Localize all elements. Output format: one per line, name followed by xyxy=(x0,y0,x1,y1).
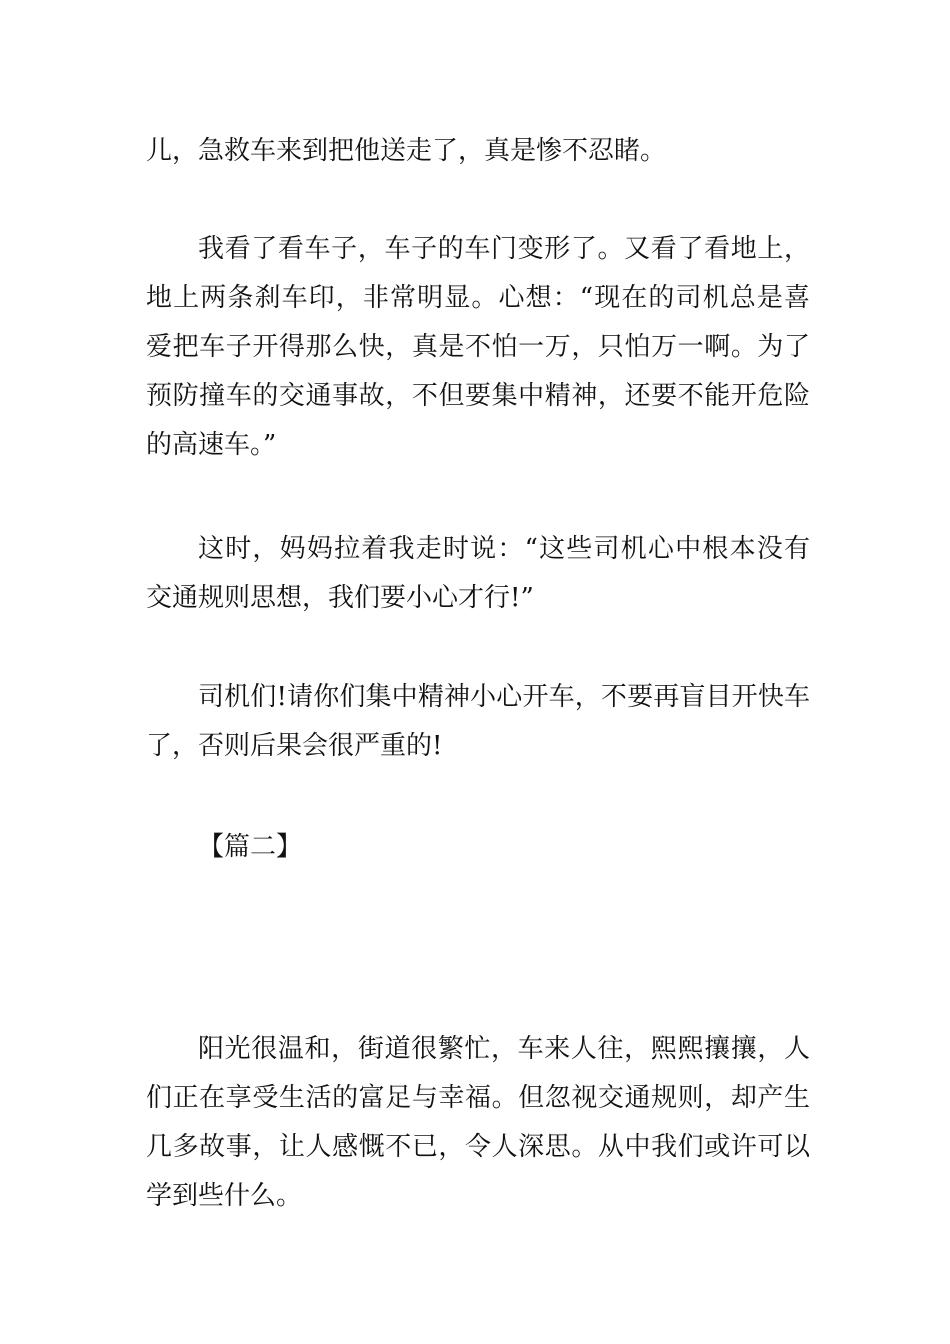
paragraph-5-line-3: 学到些什么。 xyxy=(146,1181,303,1211)
paragraph-5-line-0: 阳光很温和，街道很繁忙，车来人往，熙熙攘攘，人 xyxy=(198,1034,810,1064)
paragraph-0-line-0: 儿，急救车来到把他送走了，真是惨不忍睹。 xyxy=(146,136,667,166)
paragraph-3-line-0: 司机们!请你们集中精神小心开车，不要再盲目开快车 xyxy=(198,682,810,712)
paragraph-2-line-1: 交通规则思想，我们要小心才行!” xyxy=(146,583,534,613)
paragraph-1-line-4: 的高速车。” xyxy=(146,430,277,460)
paragraph-1-line-0: 我看了看车子，车子的车门变形了。又看了看地上， xyxy=(198,234,810,264)
paragraph-5-line-2: 几多故事，让人感慨不已，令人深思。从中我们或许可以 xyxy=(146,1132,810,1162)
paragraph-1-line-3: 预防撞车的交通事故，不但要集中精神，还要不能开危险 xyxy=(146,381,810,411)
paragraph-5-line-1: 们正在享受生活的富足与幸福。但忽视交通规则，却产生 xyxy=(146,1083,810,1113)
paragraph-1-line-1: 地上两条刹车印，非常明显。心想：“现在的司机总是喜 xyxy=(146,283,810,313)
paragraph-3-line-1: 了，否则后果会很严重的! xyxy=(146,731,443,761)
section-heading: 【篇二】 xyxy=(198,832,303,862)
paragraph-1-line-2: 爱把车子开得那么快，真是不怕一万，只怕万一啊。为了 xyxy=(146,332,810,362)
paragraph-2-line-0: 这时，妈妈拉着我走时说：“这些司机心中根本没有 xyxy=(198,534,810,564)
